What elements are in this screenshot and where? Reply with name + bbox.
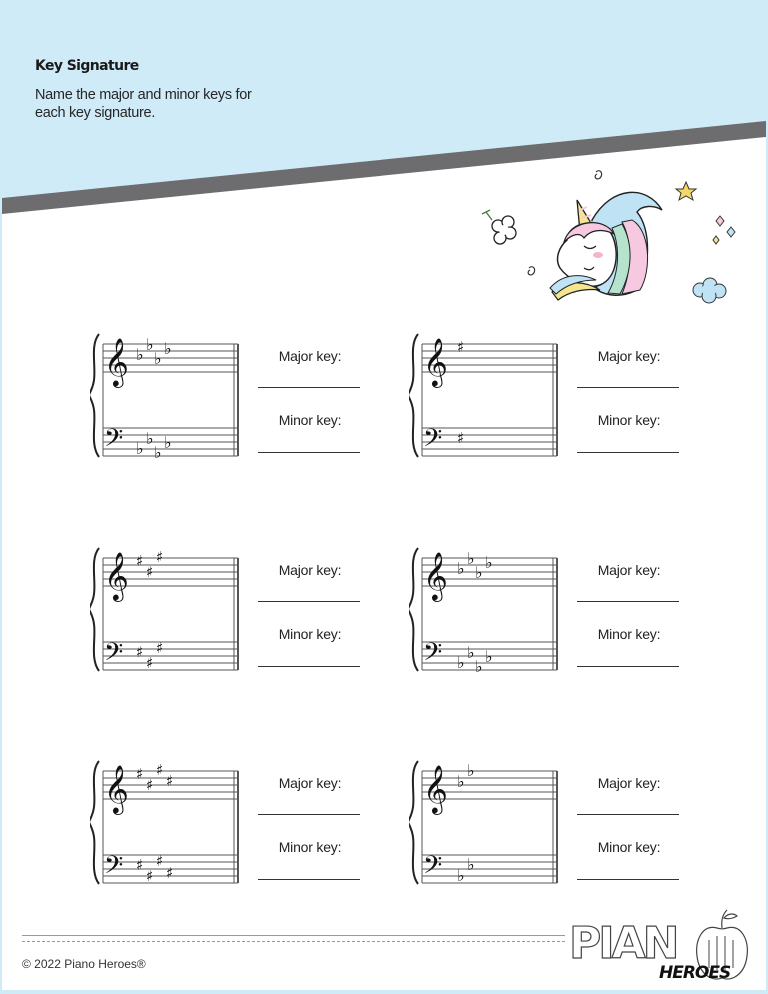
logo-text-piano: PIAN <box>569 918 677 969</box>
grand-staff <box>90 330 250 465</box>
instructions-text: Name the major and minor keys for each key signature. <box>35 87 252 121</box>
diamond-icon <box>716 216 724 226</box>
svg-text:♯: ♯ <box>136 856 144 874</box>
svg-text:♭: ♭ <box>467 761 475 780</box>
star-icon <box>676 182 696 200</box>
svg-text:♯: ♯ <box>457 338 465 356</box>
logo-text-heroes: HEROES <box>659 963 731 983</box>
minor-key-label: Minor key: <box>597 626 661 642</box>
svg-text:♭: ♭ <box>475 657 483 676</box>
svg-text:♭: ♭ <box>164 339 172 358</box>
brace-icon <box>409 761 418 884</box>
svg-text:♭: ♭ <box>136 345 144 364</box>
bass-clef-icon: 𝄢 <box>423 851 443 886</box>
bass-clef-icon: 𝄢 <box>104 424 124 459</box>
exercise-1 <box>90 330 390 470</box>
major-key-answer-field[interactable] <box>258 601 360 602</box>
brace-icon <box>409 548 418 671</box>
svg-text:♭: ♭ <box>154 443 162 462</box>
minor-key-label: Minor key: <box>597 839 661 855</box>
key-signature-sharps <box>136 761 173 885</box>
svg-text:♭: ♭ <box>467 643 475 662</box>
swirl-icon <box>528 267 535 275</box>
minor-key-answer-field[interactable] <box>258 452 360 453</box>
key-signature-flats <box>136 335 172 462</box>
svg-text:♯: ♯ <box>136 552 144 570</box>
svg-text:♯: ♯ <box>146 867 154 885</box>
svg-text:♭: ♭ <box>485 647 493 666</box>
treble-clef-icon: 𝄞 <box>423 551 448 600</box>
copyright-text: © 2022 Piano Heroes® <box>22 957 146 971</box>
svg-text:♯: ♯ <box>156 761 164 779</box>
major-key-label: Major key: <box>278 562 342 578</box>
major-key-label: Major key: <box>597 348 661 364</box>
minor-key-label: Minor key: <box>278 626 342 642</box>
key-signature-sharps <box>457 338 464 447</box>
grand-staff <box>409 757 569 892</box>
bass-clef-icon: 𝄢 <box>104 638 124 673</box>
svg-text:♯: ♯ <box>136 643 144 661</box>
key-signature-flats <box>457 549 493 676</box>
major-key-label: Major key: <box>278 348 342 364</box>
svg-text:♭: ♭ <box>475 563 483 582</box>
cloud-icon <box>693 278 726 303</box>
minor-key-answer-field[interactable] <box>258 879 360 880</box>
svg-text:♯: ♯ <box>146 563 154 581</box>
page-title: Key Signature <box>35 58 139 74</box>
brace-icon <box>90 334 99 457</box>
svg-text:♯: ♯ <box>136 765 144 783</box>
minor-key-label: Minor key: <box>597 412 661 428</box>
svg-text:♯: ♯ <box>146 776 154 794</box>
flower-icon <box>482 210 516 244</box>
brace-icon <box>90 548 99 671</box>
svg-text:♯: ♯ <box>166 864 174 882</box>
major-key-label: Major key: <box>278 775 342 791</box>
exercise-4 <box>409 544 709 684</box>
key-signature-flats <box>457 761 475 885</box>
treble-clef-icon: 𝄞 <box>423 764 448 813</box>
footer-divider <box>22 935 565 936</box>
svg-text:♯: ♯ <box>166 772 174 790</box>
bass-clef-icon: 𝄢 <box>104 851 124 886</box>
exercise-3 <box>90 544 390 684</box>
minor-key-answer-field[interactable] <box>258 666 360 667</box>
svg-text:♭: ♭ <box>467 549 475 568</box>
minor-key-answer-field[interactable] <box>577 879 679 880</box>
svg-text:♭: ♭ <box>164 433 172 452</box>
treble-clef-icon: 𝄞 <box>423 337 448 386</box>
treble-clef-icon: 𝄞 <box>104 764 129 813</box>
major-key-answer-field[interactable] <box>258 814 360 815</box>
major-key-answer-field[interactable] <box>577 601 679 602</box>
minor-key-label: Minor key: <box>278 839 342 855</box>
svg-text:♯: ♯ <box>156 852 164 870</box>
bass-clef-icon: 𝄢 <box>423 424 443 459</box>
svg-text:♭: ♭ <box>146 429 154 448</box>
svg-text:♯: ♯ <box>156 548 164 566</box>
svg-text:♭: ♭ <box>136 439 144 458</box>
svg-text:♯: ♯ <box>156 639 164 657</box>
svg-text:♭: ♭ <box>457 772 465 791</box>
svg-text:♯: ♯ <box>457 429 465 447</box>
key-signature-sharps <box>136 548 163 672</box>
footer-divider-dashed <box>22 941 565 942</box>
grand-staff <box>90 757 250 892</box>
major-key-answer-field[interactable] <box>258 387 360 388</box>
grand-staff <box>90 544 250 679</box>
svg-text:♯: ♯ <box>146 654 154 672</box>
svg-text:♭: ♭ <box>485 553 493 572</box>
piano-heroes-logo <box>567 906 752 986</box>
minor-key-label: Minor key: <box>278 412 342 428</box>
svg-text:♭: ♭ <box>146 335 154 354</box>
minor-key-answer-field[interactable] <box>577 452 679 453</box>
grand-staff <box>409 330 569 465</box>
svg-text:♭: ♭ <box>457 653 465 672</box>
diamond-icon <box>713 236 719 244</box>
brace-icon <box>90 761 99 884</box>
svg-text:♭: ♭ <box>154 349 162 368</box>
bass-clef-icon: 𝄢 <box>423 638 443 673</box>
svg-text:♭: ♭ <box>457 866 465 885</box>
major-key-label: Major key: <box>597 562 661 578</box>
treble-clef-icon: 𝄞 <box>104 337 129 386</box>
major-key-answer-field[interactable] <box>577 814 679 815</box>
diamond-icon <box>727 227 735 237</box>
exercise-6 <box>409 757 709 897</box>
svg-text:♭: ♭ <box>467 855 475 874</box>
exercise-2 <box>409 330 709 470</box>
svg-text:♭: ♭ <box>457 559 465 578</box>
brace-icon <box>409 334 418 457</box>
exercise-5 <box>90 757 390 897</box>
major-key-answer-field[interactable] <box>577 387 679 388</box>
minor-key-answer-field[interactable] <box>577 666 679 667</box>
swirl-icon <box>595 171 602 179</box>
worksheet-page <box>2 0 766 990</box>
grand-staff <box>409 544 569 679</box>
unicorn-illustration <box>472 160 752 310</box>
major-key-label: Major key: <box>597 775 661 791</box>
treble-clef-icon: 𝄞 <box>104 551 129 600</box>
